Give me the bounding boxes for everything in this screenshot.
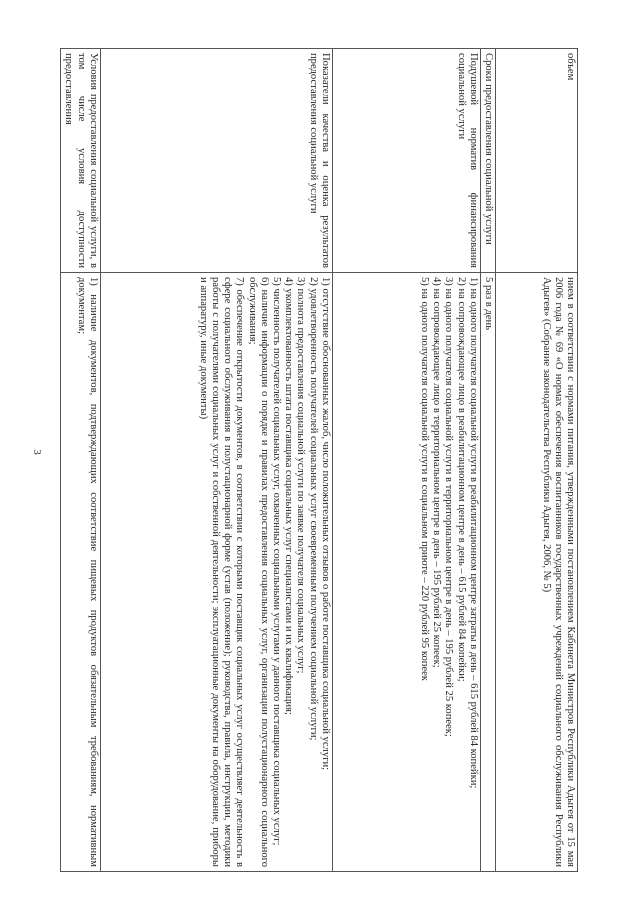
row-label: Условия предоставления социальной услуги, в том числе условия доступности предоставления [61,49,101,273]
content-line: 4) на сопровождающее лицо в территориальном центре в день – 195 рублей 25 копеек; [431,277,443,668]
table-row [332,49,480,872]
row-label: объем [496,49,578,273]
social-service-table [60,48,578,872]
row-content [480,273,495,872]
page-number: 3 [30,449,43,455]
content-line: нием в соответствии с нормами питания, утвержденными постановлением Кабинета Министров Республики Адыгея от 15 мая 2006 года № 69 «О нормах обеспечения воспитанников государственных учреждений социального обслуживания Республики Адыгея» (Собрание законодательства Республики Адыгея, 2006, № 5) [540,277,576,867]
row-label: Сроки предоставления социальной услуги [480,49,495,273]
table-row [61,49,101,872]
table-row [100,49,332,872]
content-line: 7) обеспечение открытости документов, в соответствии с которыми поставщик социальных услуг осуществляет деятельность в сфере социального обслуживания в полустационарной форме (устав (положение); руководства, правила, инструкции, методики работы с получателями социальных услуг и собственной деятельности; эксплуатационные документы на оборудование, приборы и аппаратуру, иные документы) [197,277,246,867]
content-line: 1) наличие документов, подтверждающих соответствие пищевых продуктов обязательным требованиям, нормативным документам; [75,277,99,867]
row-content [496,273,578,872]
row-label: Показатели качества и оценка результатов предоставления социальной услуги [100,49,332,273]
row-content [332,273,480,872]
content-line: 5 раз в день [483,277,494,331]
content-line: 3) полнота предоставления социальной услуги по заявке получателя социальных услуг; [295,277,307,674]
table-row [480,49,495,872]
row-content [61,273,101,872]
content-line: 2) удовлетворенность получателей социальных услуг своевременным получением социальной услуги; [307,277,319,741]
row-content [100,273,332,872]
content-line: 1) на одного получателя социальной услуги в реабилитационном центре затраты в день – 615 рублей 84 копейки; [467,277,479,789]
content-line: 5) на одного получателя социальной услуги в социальном приюте – 220 рублей 95 копеек [418,277,430,681]
content-line: 5) численность получателей социальных услуг, охваченных социальными услугами у данного поставщика социальных услуг; [270,277,282,846]
content-line: 2) на сопровождающее лицо в реабилитационном центре в день – 615 рублей 84 копейки; [455,277,467,682]
rotated-document-table [63,48,578,867]
content-line: 3) на одного получателя социальной услуги в территориальном центре в день – 195 рублей 25 копеек; [443,277,455,737]
row-label: Подушевой норматив финансирования социальной услуги [332,49,480,273]
table-row [496,49,578,872]
content-line: 6) наличие информации о порядке и правилах предоставления социальных услуг, организации полустационарного социального обслуживания; [246,277,270,867]
table-body [61,49,578,872]
content-line: 4) укомплектованность штата поставщика социальных услуг специалистами и их квалификация; [283,277,295,715]
content-line: 1) отсутствие обоснованных жалоб, число положительных отзывов о работе поставщика социальной услуги; [319,277,331,771]
